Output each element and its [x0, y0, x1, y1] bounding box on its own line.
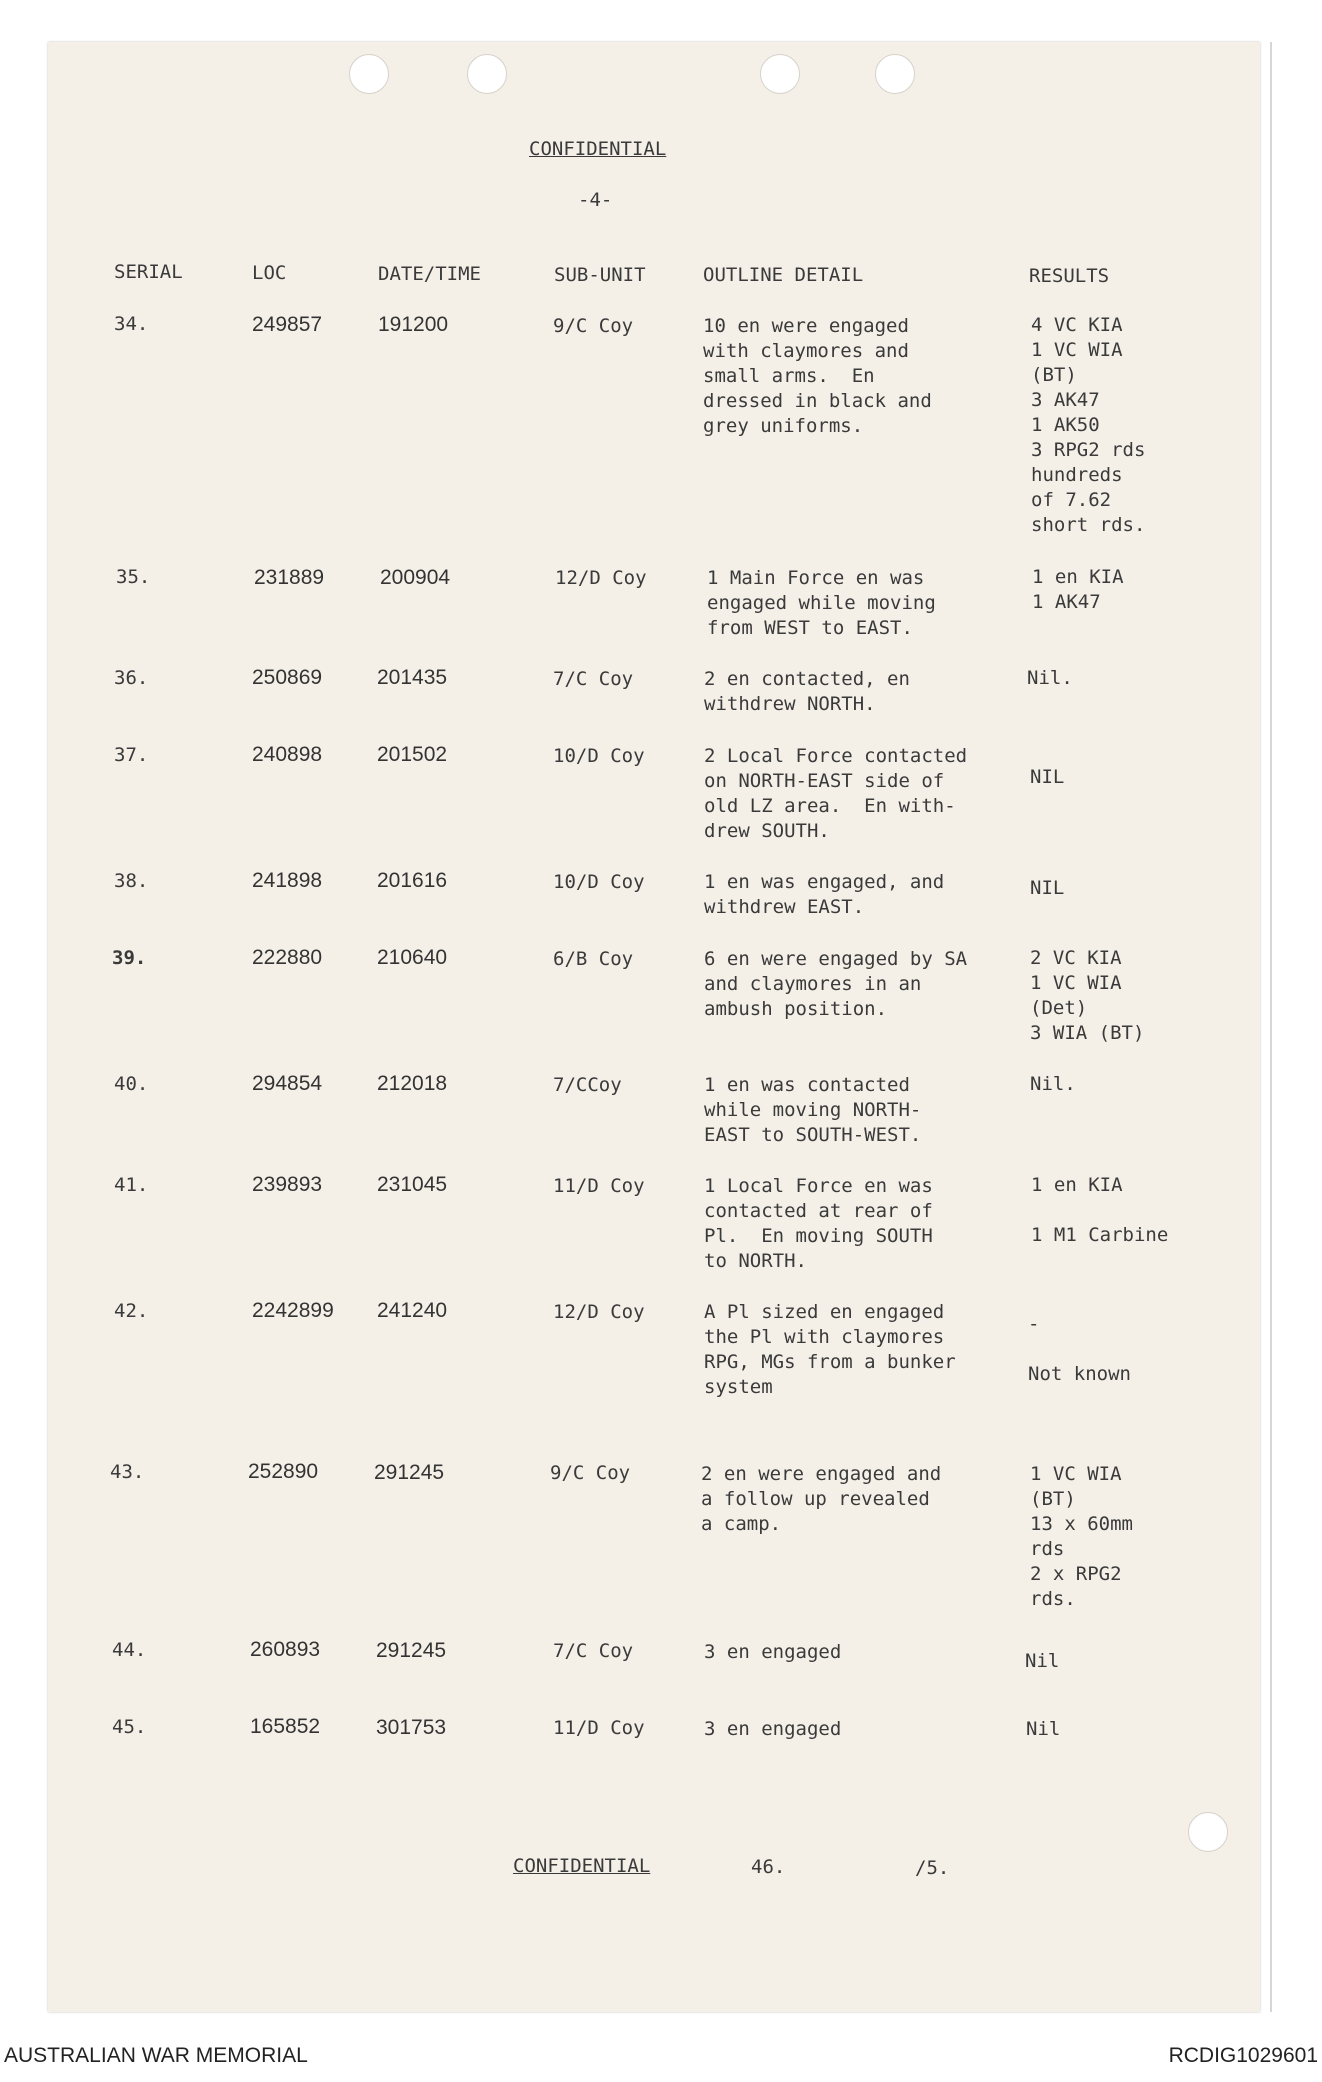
- serial-cell: 38.: [114, 870, 149, 892]
- serial-cell: 34.: [114, 313, 149, 335]
- loc-cell: 260893: [250, 1638, 321, 1661]
- detail-cell: 2 en were engaged and a follow up revealed a camp.: [701, 1463, 942, 1535]
- serial-cell: 36.: [114, 667, 149, 689]
- serial-cell: 41.: [114, 1174, 149, 1196]
- archive-reference: RCDIG1029601: [1168, 2044, 1318, 2067]
- column-header-datetime: DATE/TIME: [378, 263, 481, 285]
- subunit-cell: 11/D Coy: [553, 1717, 645, 1739]
- punch-hole: [467, 54, 507, 94]
- page-number: -4-: [578, 189, 613, 211]
- datetime-cell: 201502: [377, 743, 448, 766]
- detail-cell: 3 en engaged: [704, 1641, 842, 1663]
- datetime-cell: 301753: [376, 1716, 447, 1739]
- detail-cell: 2 en contacted, en withdrew NORTH.: [704, 668, 910, 715]
- datetime-cell: 212018: [377, 1072, 448, 1095]
- loc-cell: 165852: [250, 1715, 321, 1738]
- serial-cell: 44.: [112, 1639, 147, 1661]
- subunit-cell: 12/D Coy: [553, 1301, 645, 1323]
- subunit-cell: 7/C Coy: [553, 1640, 634, 1662]
- subunit-cell: 7/C Coy: [553, 668, 634, 690]
- datetime-cell: 291245: [374, 1461, 445, 1484]
- detail-cell: 10 en were engaged with claymores and small arms. En dressed in black and grey uniforms.: [703, 315, 932, 437]
- next-page: /5.: [915, 1857, 950, 1879]
- datetime-cell: 231045: [377, 1173, 448, 1196]
- serial-cell: 37.: [114, 744, 149, 766]
- subunit-cell: 6/B Coy: [553, 948, 634, 970]
- results-cell: 4 VC KIA 1 VC WIA (BT) 3 AK47 1 AK50 3 RPG2 rds hundreds of 7.62 short rds.: [1031, 314, 1146, 536]
- results-cell: - Not known: [1028, 1313, 1131, 1385]
- subunit-cell: 11/D Coy: [553, 1175, 645, 1197]
- datetime-cell: 291245: [376, 1639, 447, 1662]
- datetime-cell: 191200: [378, 313, 449, 336]
- serial-cell: 40.: [114, 1073, 149, 1095]
- detail-cell: 2 Local Force contacted on NORTH-EAST side of old LZ area. En with- drew SOUTH.: [704, 745, 968, 842]
- datetime-cell: 201616: [377, 869, 448, 892]
- loc-cell: 249857: [252, 313, 323, 336]
- punch-hole: [1188, 1812, 1228, 1852]
- results-cell: 1 en KIA 1 AK47: [1032, 566, 1124, 613]
- subunit-cell: 10/D Coy: [553, 745, 645, 767]
- archive-institution: AUSTRALIAN WAR MEMORIAL: [4, 2044, 308, 2067]
- results-cell: NIL: [1030, 877, 1065, 899]
- results-cell: 1 en KIA 1 M1 Carbine: [1031, 1174, 1169, 1246]
- loc-cell: 241898: [252, 869, 323, 892]
- detail-cell: A Pl sized en engaged the Pl with claymores RPG, MGs from a bunker system: [704, 1301, 956, 1398]
- results-cell: 2 VC KIA 1 VC WIA (Det) 3 WIA (BT): [1030, 947, 1145, 1044]
- serial-cell: 42.: [114, 1300, 149, 1322]
- loc-cell: 231889: [254, 566, 325, 589]
- results-cell: Nil.: [1027, 667, 1073, 689]
- serial-cell: 39.: [112, 947, 147, 969]
- results-cell: Nil.: [1030, 1073, 1076, 1095]
- serial-cell: 45.: [112, 1716, 147, 1738]
- subunit-cell: 12/D Coy: [555, 567, 647, 589]
- loc-cell: 250869: [252, 666, 323, 689]
- classification-header: CONFIDENTIAL: [529, 138, 667, 160]
- punch-hole: [760, 54, 800, 94]
- results-cell: Nil: [1025, 1650, 1060, 1672]
- results-cell: Nil: [1026, 1718, 1061, 1740]
- serial-cell: 35.: [116, 566, 151, 588]
- detail-cell: 6 en were engaged by SA and claymores in an ambush position.: [704, 948, 968, 1020]
- loc-cell: 240898: [252, 743, 323, 766]
- column-header-loc: LOC: [252, 262, 287, 284]
- subunit-cell: 9/C Coy: [553, 315, 634, 337]
- loc-cell: 222880: [252, 946, 323, 969]
- detail-cell: 1 en was engaged, and withdrew EAST.: [704, 871, 945, 918]
- punch-hole: [349, 54, 389, 94]
- datetime-cell: 201435: [377, 666, 448, 689]
- serial-cell: 43.: [110, 1461, 145, 1483]
- loc-cell: 294854: [252, 1072, 323, 1095]
- loc-cell: 252890: [248, 1460, 319, 1483]
- punch-hole: [875, 54, 915, 94]
- classification-footer: CONFIDENTIAL: [513, 1855, 651, 1877]
- detail-cell: 1 Main Force en was engaged while moving from WEST to EAST.: [707, 567, 936, 639]
- column-header-detail: OUTLINE DETAIL: [703, 264, 864, 286]
- results-cell: NIL: [1030, 766, 1065, 788]
- subunit-cell: 9/C Coy: [550, 1462, 631, 1484]
- detail-cell: 3 en engaged: [704, 1718, 842, 1740]
- datetime-cell: 241240: [377, 1299, 448, 1322]
- results-cell: 1 VC WIA (BT) 13 x 60mm rds 2 x RPG2 rds.: [1030, 1463, 1133, 1610]
- loc-cell: 2242899: [252, 1299, 334, 1322]
- subunit-cell: 10/D Coy: [553, 871, 645, 893]
- column-header-serial: SERIAL: [114, 261, 183, 283]
- next-serial: 46.: [751, 1856, 786, 1878]
- detail-cell: 1 Local Force en was contacted at rear of Pl. En moving SOUTH to NORTH.: [704, 1175, 933, 1272]
- page-edge: [1270, 42, 1272, 2012]
- column-header-subunit: SUB-UNIT: [554, 264, 646, 286]
- subunit-cell: 7/CCoy: [553, 1074, 622, 1096]
- datetime-cell: 210640: [377, 946, 448, 969]
- datetime-cell: 200904: [380, 566, 451, 589]
- column-header-results: RESULTS: [1029, 265, 1110, 287]
- detail-cell: 1 en was contacted while moving NORTH- EAST to SOUTH-WEST.: [704, 1074, 922, 1146]
- loc-cell: 239893: [252, 1173, 323, 1196]
